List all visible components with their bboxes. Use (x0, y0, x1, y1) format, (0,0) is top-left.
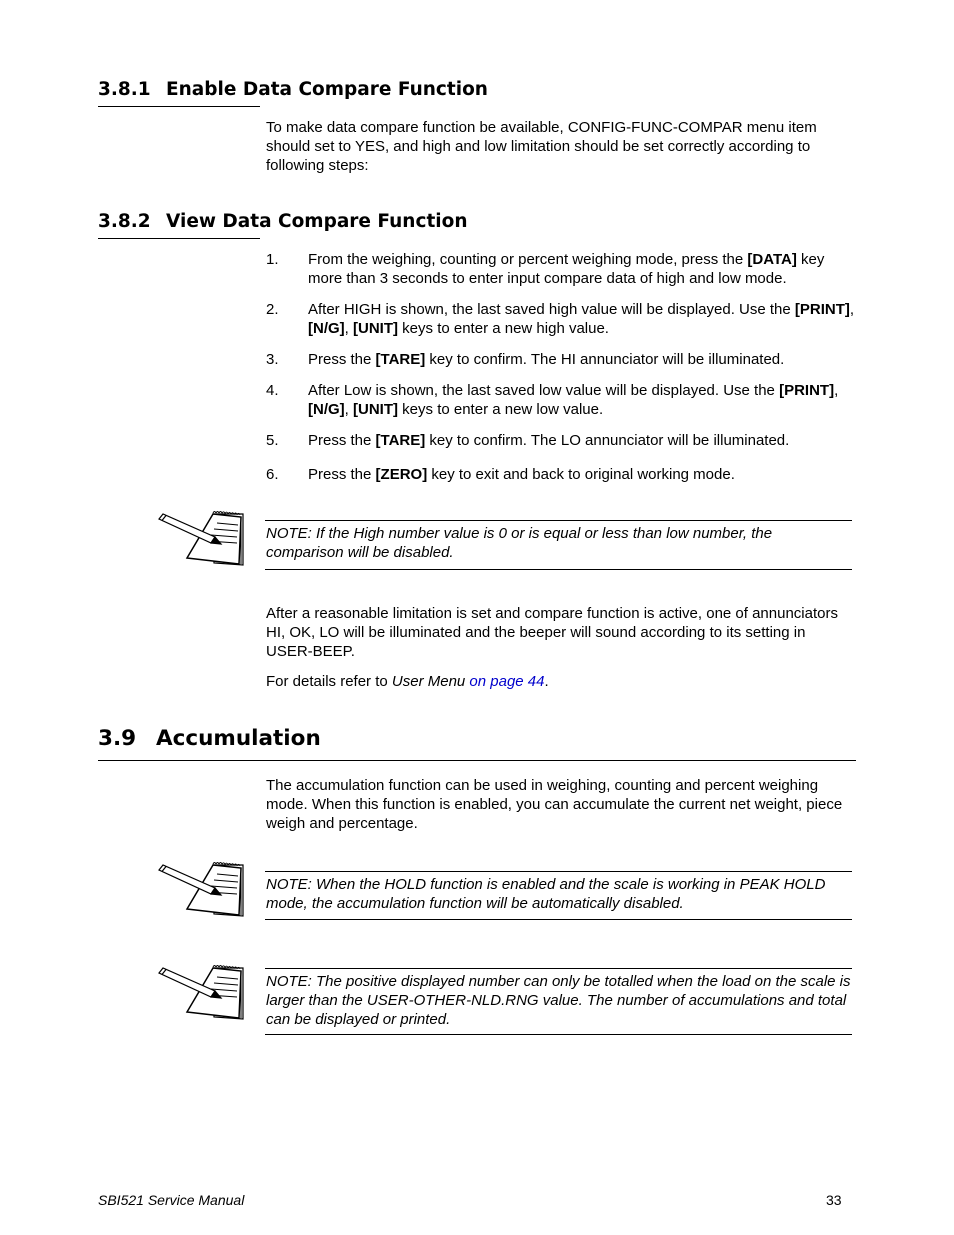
key-label: [UNIT] (353, 320, 399, 337)
step-text: Press the (308, 466, 376, 483)
ref-text: . (544, 673, 549, 690)
step-text: After HIGH is shown, the last saved high value will be displayed. Use the (308, 301, 795, 318)
section-heading-3-9 (98, 726, 321, 751)
step-text: Press the (308, 432, 376, 449)
note-box: NOTE: If the High number value is 0 or is equal or less than low number, the comparison will be disabled. (265, 520, 852, 570)
note-box: NOTE: The positive displayed number can only be totalled when the load on the scale is larger than the USER-OTHER-NLD.RNG value. The number of accumulations and total can be displayed or printed. (265, 968, 852, 1035)
section-number: 3.9 (98, 726, 137, 751)
key-label: [PRINT] (794, 301, 850, 318)
separator: , (344, 320, 354, 337)
key-label: [DATA] (747, 251, 797, 268)
section-heading-3-8-2 (98, 211, 468, 232)
section-number: 3.8.2 (98, 211, 151, 232)
heading-underline (98, 238, 260, 239)
step-number: 1. (266, 251, 279, 268)
step-number: 2. (266, 301, 279, 318)
separator: , (834, 382, 839, 399)
page-link[interactable]: on page 44 (469, 673, 545, 690)
list-item (266, 250, 856, 288)
section-number: 3.8.1 (98, 79, 151, 100)
separator: , (849, 301, 855, 318)
heading-underline (98, 760, 856, 761)
cross-reference (266, 672, 856, 691)
step-text: key to confirm. The HI annunciator will be illuminated. (425, 351, 785, 368)
section-title: Accumulation (156, 726, 321, 751)
note-box: NOTE: When the HOLD function is enabled and the scale is working in PEAK HOLD mode, the accumulation function will be automatically disabled. (265, 871, 852, 920)
ref-text: For details refer to (266, 673, 392, 690)
step-number: 5. (266, 432, 279, 449)
list-item (266, 431, 856, 450)
key-label: [ZERO] (375, 466, 428, 483)
section-title: View Data Compare Function (166, 211, 468, 232)
step-text: keys to enter a new low value. (398, 401, 604, 418)
step-number: 4. (266, 382, 279, 399)
body-paragraph: After a reasonable limitation is set and compare function is active, one of annunciators HI, OK, LO will be illuminated and the beeper will sound according to its setting in USER-BEEP. (266, 605, 838, 660)
step-number: 3. (266, 351, 279, 368)
key-label: [UNIT] (353, 401, 399, 418)
list-item (266, 381, 856, 419)
step-number: 6. (266, 466, 279, 483)
key-label: [TARE] (375, 432, 426, 449)
list-item (266, 350, 856, 369)
step-text: Press the (308, 351, 376, 368)
key-label: [PRINT] (779, 382, 835, 399)
body-paragraph: The accumulation function can be used in weighing, counting and percent weighing mode. When this function is enabled, you can accumulate the current net weight, piece weigh and percentage. (266, 777, 843, 832)
page-number: 33 (826, 1192, 842, 1208)
step-text: key more than 3 seconds to enter input compare data of high and low mode. (308, 251, 825, 287)
step-text: key to exit and back to original working mode. (427, 466, 735, 483)
step-text: After Low is shown, the last saved low value will be displayed. Use the (308, 382, 780, 399)
key-label: [N/G] (308, 320, 345, 337)
notepad-pencil-icon (157, 965, 245, 1021)
footer-manual-title: SBI521 Service Manual (98, 1192, 245, 1208)
heading-underline (98, 106, 260, 107)
key-label: [TARE] (375, 351, 426, 368)
ref-title: User Menu (391, 673, 466, 690)
step-text: From the weighing, counting or percent weighing mode, press the (308, 251, 748, 268)
list-item (266, 300, 856, 338)
body-paragraph: To make data compare function be available, CONFIG-FUNC-COMPAR menu item should set to YES, and high and low limitation should be set correctly according to following steps: (266, 119, 817, 174)
section-title: Enable Data Compare Function (166, 79, 488, 100)
section-heading-3-8-1 (98, 79, 488, 100)
key-label: [N/G] (308, 401, 345, 418)
list-item (266, 465, 856, 484)
step-text: key to confirm. The LO annunciator will be illuminated. (425, 432, 790, 449)
step-text: keys to enter a new high value. (398, 320, 609, 337)
separator: , (344, 401, 354, 418)
notepad-pencil-icon (157, 862, 245, 918)
notepad-pencil-icon (157, 511, 245, 567)
